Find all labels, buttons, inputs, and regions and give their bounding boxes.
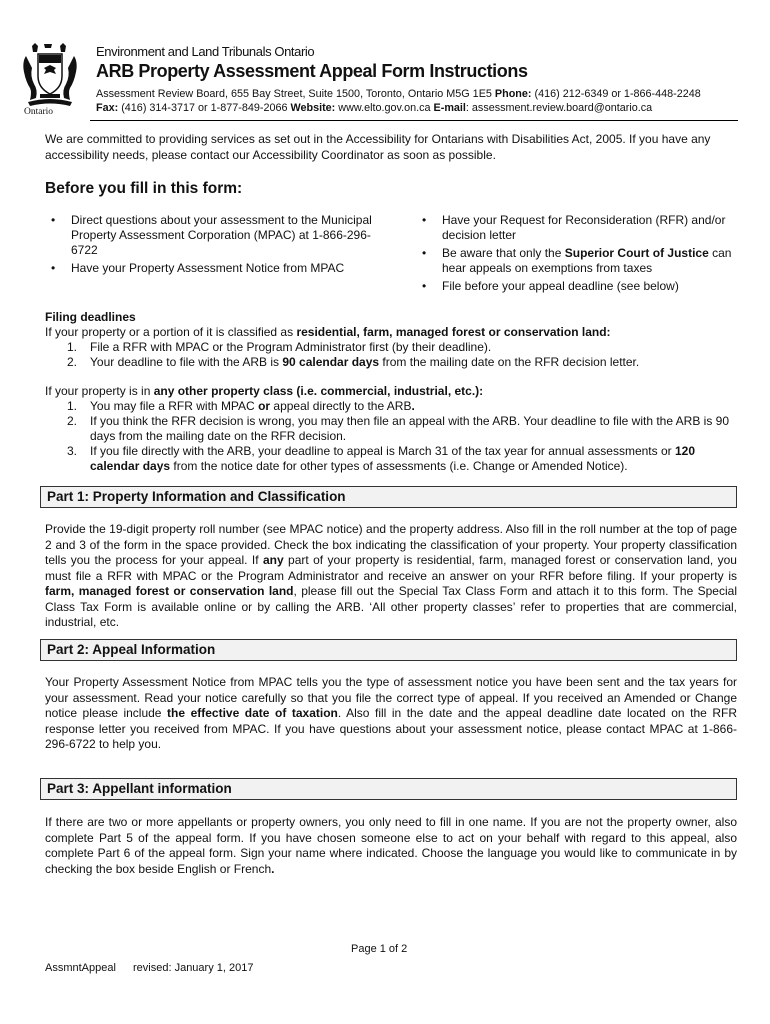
organization-name: Environment and Land Tribunals Ontario: [96, 44, 315, 59]
before-list-right: [416, 213, 746, 297]
list-item: • Have your Request for Reconsideration (RFR) and/or decision letter: [422, 213, 726, 242]
fax: (416) 314-3717 or 1-877-849-2066: [121, 102, 288, 114]
list-item: • File before your appeal deadline (see below): [422, 279, 679, 293]
filing-heading: Filing deadlines: [45, 310, 136, 324]
list-item: • Direct questions about your assessment to the Municipal Property Assessment Corporation (MPAC) at 1-866-296-6722: [51, 213, 372, 257]
part1-text: Provide the 19-digit property roll number (see MPAC notice) and the property address. Also fill in the roll number at the top of page 2 and 3 of the form in the space provided. Check the box indicating the classification of your property. Your property classification tells you the process for your appeal. If any part of your property is residential, farm, managed forest or conservation land, you must file a RFR with MPAC or the Program Administrator and receive an answer on your RFR before filing. If your property is farm, managed forest or conservation land, please fill out the Special Tax Class Form and attach it to this form. The Special Class Tax Form is available online or by calling the ARB. ‘All other property classes’ refer to properties that are commercial, industrial, etc.: [45, 522, 737, 629]
accessibility-notice: We are committed to providing services as set out in the Accessibility for Ontarians with Disabilities Act, 2005. If you have any accessibility needs, please contact our Accessibility Coordinator as soon as possible.: [45, 132, 711, 162]
page-title: ARB Property Assessment Appeal Form Instructions: [96, 61, 528, 81]
list-item: • Be aware that only the Superior Court of Justice can hear appeals on exemptions from taxes: [422, 246, 732, 275]
list-item: 2. Your deadline to file with the ARB is 90 calendar days from the mailing date on the RFR decision letter.: [67, 355, 640, 369]
before-heading: Before you fill in this form:: [45, 180, 243, 197]
filing-residential: If your property or a portion of it is classified as residential, farm, managed forest or conservation land:: [45, 325, 611, 339]
list-item: 3. If you file directly with the ARB, your deadline to appeal is March 31 of the tax year for annual assessments or 120 calendar days from the notice date for other types of assessments (i.e. Change or Amended Notice).: [67, 444, 696, 473]
part3-heading: Part 3: Appellant information: [47, 781, 232, 796]
website-label: Website:: [290, 102, 336, 114]
contact-info: [96, 87, 701, 115]
list-item: 1. File a RFR with MPAC or the Program Administrator first (by their deadline).: [67, 340, 492, 354]
residential-steps: [45, 340, 745, 370]
list-item: 1. You may file a RFR with MPAC or appeal directly to the ARB.: [67, 399, 415, 413]
list-item: 2. If you think the RFR decision is wrong, you may then file an appeal with the ARB. Your deadline to file with the ARB is 90 days from the mailing date on the RFR decision.: [67, 414, 730, 443]
phone-label: Phone:: [494, 88, 532, 100]
email-label: E-mail: [433, 102, 466, 114]
part1-heading: Part 1: Property Information and Classification: [47, 489, 346, 504]
part2-text: Your Property Assessment Notice from MPAC tells you the type of assessment notice you have been sent and the tax years for your assessment. Read your notice carefully so that you file the correct type of appeal. If you received an Amended or Change notice please include the effective date of taxation. Also fill in the date and the appeal deadline date located on the RFR response letter you received from MPAC. If you have questions about your assessment notice, please contact MPAC at 1-866-296-6722 to help you.: [45, 675, 737, 751]
before-list-left: [45, 213, 385, 279]
other-class-steps: [45, 399, 745, 474]
filing-deadlines: [45, 310, 745, 474]
phone: (416) 212-6349 or 1-866-448-2248: [534, 88, 701, 100]
logo-wordmark: Ontario: [24, 107, 54, 117]
part3-text: If there are two or more appellants or property owners, you only need to fill in one name. If you are not the property owner, also complete Part 5 of the appeal form. If you have chosen someone else to act on your behalf with regard to this appeal, also complete Part 6 of the appeal form. Sign your name where indicated. Choose the language you would like to communicate in by checking the box beside English or French.: [45, 815, 737, 876]
revision-date: revised: January 1, 2017: [133, 962, 254, 974]
part3-header: [40, 778, 737, 800]
address: Assessment Review Board, 655 Bay Street, Suite 1500, Toronto, Ontario M5G 1E5: [96, 88, 492, 100]
fax-line: [96, 101, 701, 115]
part1-header: [40, 486, 737, 508]
part2-heading: Part 2: Appeal Information: [47, 642, 216, 657]
header-divider: [90, 120, 738, 121]
page-number: Page 1 of 2: [351, 943, 408, 955]
email-link[interactable]: : assessment.review.board@ontario.ca: [465, 102, 653, 114]
address-line: [96, 87, 701, 101]
fax-label: Fax:: [96, 102, 119, 114]
filing-other-class: If your property is in any other property class (i.e. commercial, industrial, etc.):: [45, 384, 484, 398]
list-item: • Have your Property Assessment Notice from MPAC: [51, 261, 345, 275]
part2-header: [40, 639, 737, 661]
website-link[interactable]: www.elto.gov.on.ca: [338, 102, 431, 114]
form-id: AssmntAppeal: [45, 962, 116, 974]
